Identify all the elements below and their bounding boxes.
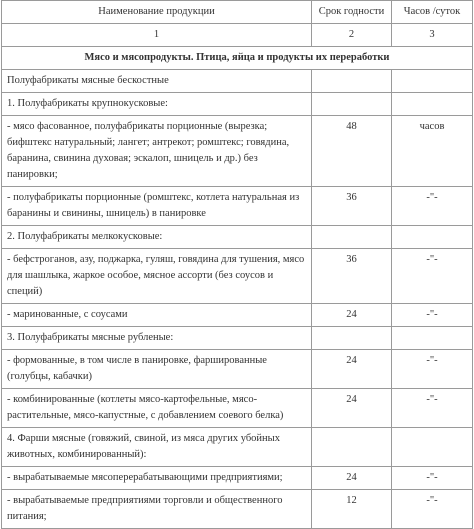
empty-cell — [392, 428, 473, 467]
table-row — [2, 249, 473, 304]
empty-cell — [392, 327, 473, 350]
row-term: 24 — [312, 389, 392, 428]
row-name: - бефстроганов, азу, поджарка, гуляш, говядина для тушения, мясо для шашлыка, жаркое особое, мясное ассорти (без соусов и специй) — [2, 249, 312, 304]
table-row-heading — [2, 428, 473, 467]
row-term: 36 — [312, 249, 392, 304]
row-unit: -"- — [392, 490, 473, 529]
row-heading: 1. Полуфабрикаты крупнокусковые: — [2, 93, 312, 116]
row-name: Полуфабрикаты мясные бескостные — [2, 70, 312, 93]
row-name: - комбинированные (котлеты мясо-картофельные, мясо-растительные, мясо-капустные, с добавлением соевого белка) — [2, 389, 312, 428]
row-unit — [392, 70, 473, 93]
row-name: - вырабатываемые предприятиями торговли и общественного питания; — [2, 490, 312, 529]
row-term: 24 — [312, 304, 392, 327]
table-row — [2, 187, 473, 226]
row-unit: -"- — [392, 304, 473, 327]
row-name: - формованные, в том числе в панировке, фаршированные (голубцы, кабачки) — [2, 350, 312, 389]
section-title: Мясо и мясопродукты. Птица, яйца и продукты их переработки — [2, 47, 473, 70]
row-name: - вырабатываемые мясоперерабатывающими предприятиями; — [2, 467, 312, 490]
header-name: Наименование продукции — [2, 1, 312, 24]
row-unit: -"- — [392, 249, 473, 304]
row-term: 12 — [312, 490, 392, 529]
row-name: - мясо фасованное, полуфабрикаты порционные (вырезка; бифштекс натуральный; лангет; антрекот; ромштекс; говядина, баранина, свинина духовая; эскалоп, шницель и др.) без панировки; — [2, 116, 312, 187]
table-row-heading — [2, 226, 473, 249]
row-name: - маринованные, с соусами — [2, 304, 312, 327]
table-row-group — [2, 70, 473, 93]
index-name: 1 — [2, 24, 312, 47]
row-term — [312, 70, 392, 93]
shelf-life-table — [1, 0, 473, 529]
index-row — [2, 24, 473, 47]
table-row-heading — [2, 327, 473, 350]
index-term: 2 — [312, 24, 392, 47]
row-unit: -"- — [392, 467, 473, 490]
empty-cell — [312, 93, 392, 116]
section-row — [2, 47, 473, 70]
table-row-heading — [2, 93, 473, 116]
empty-cell — [312, 226, 392, 249]
index-unit: 3 — [392, 24, 473, 47]
row-heading: 2. Полуфабрикаты мелкокусковые: — [2, 226, 312, 249]
header-row — [2, 1, 473, 24]
empty-cell — [312, 428, 392, 467]
table-row — [2, 350, 473, 389]
row-unit: -"- — [392, 187, 473, 226]
row-term: 36 — [312, 187, 392, 226]
table-row — [2, 116, 473, 187]
table-row — [2, 467, 473, 490]
row-heading: 3. Полуфабрикаты мясные рубленые: — [2, 327, 312, 350]
header-term: Срок годности — [312, 1, 392, 24]
empty-cell — [392, 93, 473, 116]
row-unit: часов — [392, 116, 473, 187]
row-name: - полуфабрикаты порционные (ромштекс, котлета натуральная из баранины и свинины, шницель) в панировке — [2, 187, 312, 226]
row-unit: -"- — [392, 389, 473, 428]
empty-cell — [312, 327, 392, 350]
row-term: 24 — [312, 467, 392, 490]
header-unit: Часов /суток — [392, 1, 473, 24]
row-heading: 4. Фарши мясные (говяжий, свиной, из мяса других убойных животных, комбинированный): — [2, 428, 312, 467]
row-term: 48 — [312, 116, 392, 187]
empty-cell — [392, 226, 473, 249]
row-unit: -"- — [392, 350, 473, 389]
row-term: 24 — [312, 350, 392, 389]
table-row — [2, 490, 473, 529]
table-row — [2, 304, 473, 327]
table-row — [2, 389, 473, 428]
